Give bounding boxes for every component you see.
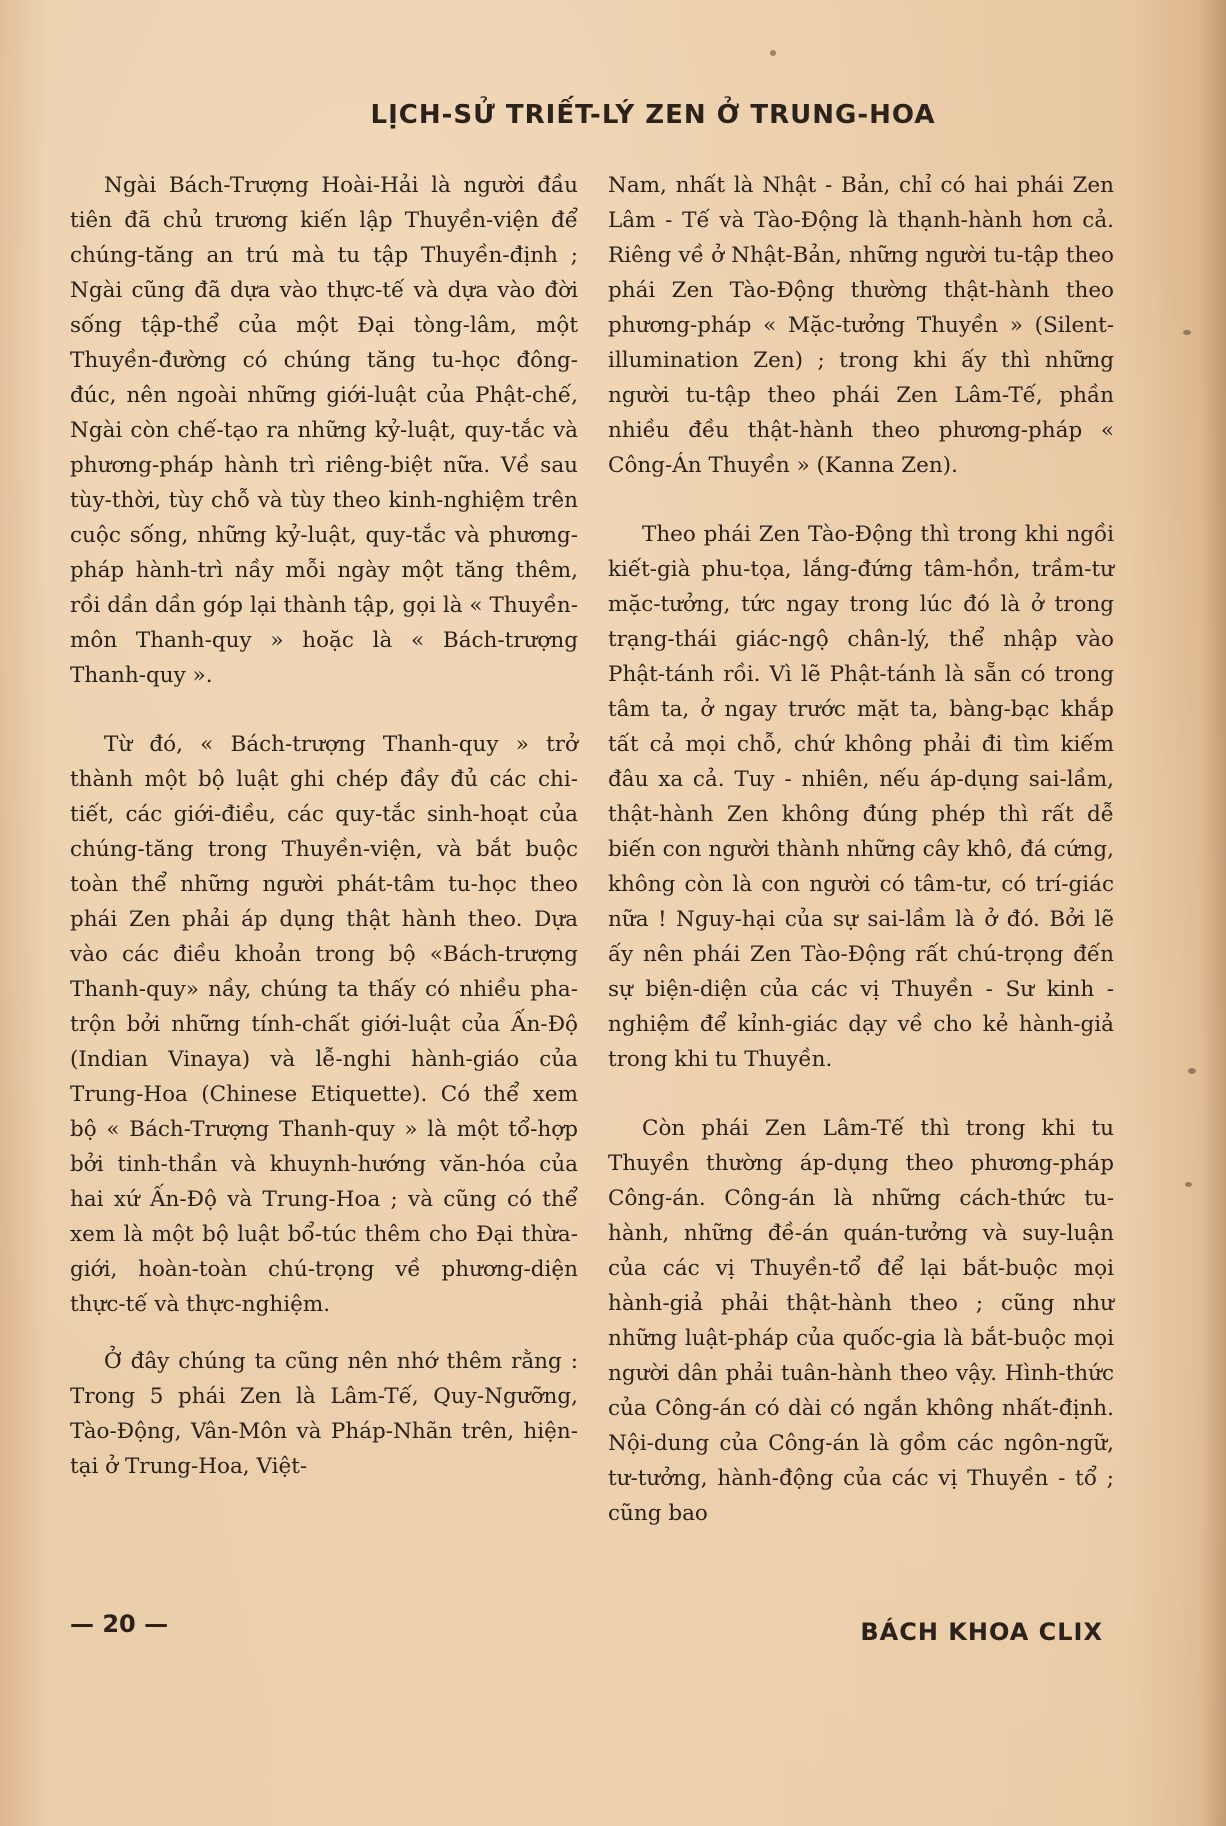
right-paragraph-2: Theo phái Zen Tào-Động thì trong khi ngồi kiết-già phu-tọa, lắng-đứng tâm-hồn, trầm-tư mặc-tưởng, tức ngay trong lúc đó là ở trong trạng-thái giác-ngộ chân-lý, thể nhập vào Phật-tánh rồi. Vì lẽ Phật-tánh là sẵn có trong tâm ta, ở ngay trước mặt ta, bàng-bạc khắp tất cả mọi chỗ, chứ không phải đi tìm kiếm đâu xa cả. Tuy - nhiên, nếu áp-dụng sai-lầm, thật-hành Zen không đúng phép thì rất dễ biến con người thành những cây khô, đá cứng, không còn là con người có tâm-tư, có trí-giác nữa ! Nguy-hại của sự sai-lầm là ở đó. Bởi lẽ ấy nên phái Zen Tào-Động rất chú-trọng đến sự biện-diện của các vị Thuyền - Sư kinh - nghiệm để kỉnh-giác dạy về cho kẻ hành-giả trong khi tu Thuyền. xyxy=(608,522,1114,1072)
page-number: — 20 — xyxy=(70,1610,169,1638)
left-paragraph-2: Từ đó, « Bách-trượng Thanh-quy » trở thành một bộ luật ghi chép đầy đủ các chi-tiết, các giới-điều, các quy-tắc sinh-hoạt của chúng-tăng trong Thuyền-viện, và bắt buộc toàn thể những người phát-tâm tu-học theo phái Zen phải áp dụng thật hành theo. Dựa vào các điều khoản trong bộ «Bách-trượng Thanh-quy» nầy, chúng ta thấy có nhiều pha-trộn bởi những tính-chất giới-luật của Ấn-Độ (Indian Vinaya) và lễ-nghi hành-giáo của Trung-Hoa (Chinese Etiquette). Có thể xem bộ « Bách-Trượng Thanh-quy » là một tổ-hợp bởi tinh-thần và khuynh-hướng văn-hóa của hai xứ Ấn-Độ và Trung-Hoa ; và cũng có thể xem là một bộ luật bổ-túc thêm cho Đại thừa-giới, hoàn-toàn chú-trọng về phương-diện thực-tế và thực-nghiệm. xyxy=(70,732,578,1317)
paper-speck xyxy=(1185,1182,1192,1187)
left-column xyxy=(70,168,578,1484)
running-head: LỊCH-SỬ TRIẾT-LÝ ZEN Ở TRUNG-HOA xyxy=(370,100,936,130)
left-paragraph-3: Ở đây chúng ta cũng nên nhớ thêm rằng : Trong 5 phái Zen là Lâm-Tế, Quy-Ngưỡng, Tào-Động, Vân-Môn và Pháp-Nhãn trên, hiện-tại ở Trung-Hoa, Việt- xyxy=(70,1349,578,1479)
left-paragraph-1: Ngài Bách-Trượng Hoài-Hải là người đầu tiên đã chủ trương kiến lập Thuyền-viện để chúng-tăng an trú mà tu tập Thuyền-định ; Ngài cũng đã dựa vào thực-tế và dựa vào đời sống tập-thể của một Đại tòng-lâm, một Thuyền-đường có chúng tăng tu-học đông-đúc, nên ngoài những giới-luật của Phật-chế, Ngài còn chế-tạo ra những kỷ-luật, quy-tắc và phương-pháp hành trì riêng-biệt nữa. Về sau tùy-thời, tùy chỗ và tùy theo kinh-nghiệm trên cuộc sống, những kỷ-luật, quy-tắc và phương-pháp hành-trì nầy mỗi ngày một tăng thêm, rồi dần dần góp lại thành tập, gọi là « Thuyền-môn Thanh-quy » hoặc là « Bách-trượng Thanh-quy ». xyxy=(70,173,578,688)
paper-speck xyxy=(1183,330,1191,335)
right-column xyxy=(608,168,1114,1531)
paper-speck xyxy=(1188,1068,1196,1074)
publication-name: BÁCH KHOA CLIX xyxy=(860,1618,1103,1646)
right-paragraph-1: Nam, nhất là Nhật - Bản, chỉ có hai phái Zen Lâm - Tế và Tào-Động là thạnh-hành hơn cả. Riêng về ở Nhật-Bản, những người tu-tập theo phái Zen Tào-Động thường thật-hành theo phương-pháp « Mặc-tưởng Thuyền » (Silent-illumination Zen) ; trong khi ấy thì những người tu-tập theo phái Zen Lâm-Tế, phần nhiều đều thật-hành theo phương-pháp « Công-Án Thuyền » (Kanna Zen). xyxy=(608,173,1114,478)
page-edge-shadow xyxy=(1200,0,1226,1826)
right-paragraph-3: Còn phái Zen Lâm-Tế thì trong khi tu Thuyền thường áp-dụng theo phương-pháp Công-án. Công-án là những cách-thức tu-hành, những đề-án quán-tưởng và suy-luận của các vị Thuyền-tổ để lại bắt-buộc mọi hành-giả phải thật-hành theo ; cũng như những luật-pháp của quốc-gia là bắt-buộc mọi người dân phải tuân-hành theo vậy. Hình-thức của Công-án có dài có ngắn không nhất-định. Nội-dung của Công-án là gồm các ngôn-ngữ, tư-tưởng, hành-động của các vị Thuyền - tổ ; cũng bao xyxy=(608,1116,1114,1526)
paper-speck xyxy=(770,50,776,56)
